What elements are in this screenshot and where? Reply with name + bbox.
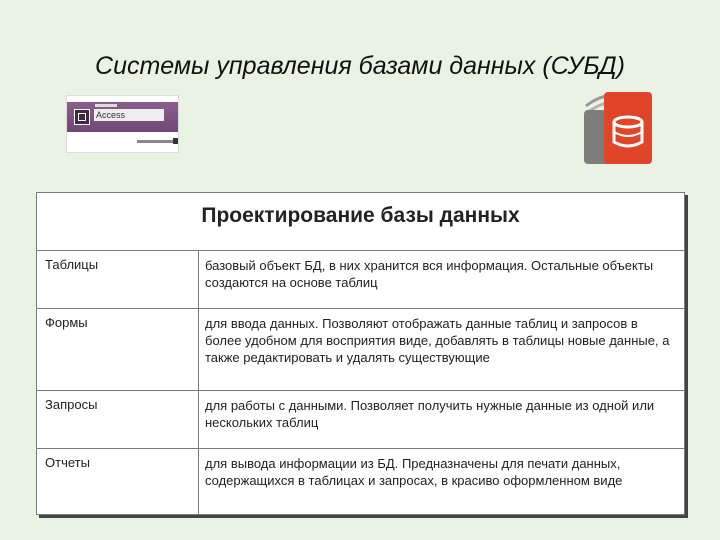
access-logo-small-text [95,104,117,107]
row-description: для ввода данных. Позволяют отображать данные таблиц и запросов в более удобном для восприятия виде, добавлять в таблицы новые данные, а также редактировать и удалять существующие [205,316,670,365]
table-row [37,390,684,448]
row-name: Формы [45,315,88,330]
row-description: для работы с данными. Позволяет получить нужные данные из одной или нескольких таблиц [205,398,655,430]
design-table [36,192,685,515]
table-row [37,308,684,390]
table-row [37,448,684,514]
row-description: базовый объект БД, в них хранится вся информация. Остальные объекты создаются на основе таблиц [205,258,654,290]
table-row [37,250,684,308]
slide-title: Системы управления базами данных (СУБД) [95,52,625,80]
ms-access-logo [66,95,179,153]
access-key-icon [74,109,90,125]
row-name: Отчеты [45,455,90,470]
table-title: Проектирование базы данных [201,204,520,227]
access-logo-footer [137,140,173,143]
openoffice-base-logo [578,88,656,166]
row-name: Таблицы [45,257,99,272]
row-name: Запросы [45,397,98,412]
row-description: для вывода информации из БД. Предназначены для печати данных, содержащихся в таблицах и запросах, в красиво оформленном виде [205,456,623,488]
access-logo-footer-mark [173,138,179,144]
access-logo-word: Access [94,109,164,121]
